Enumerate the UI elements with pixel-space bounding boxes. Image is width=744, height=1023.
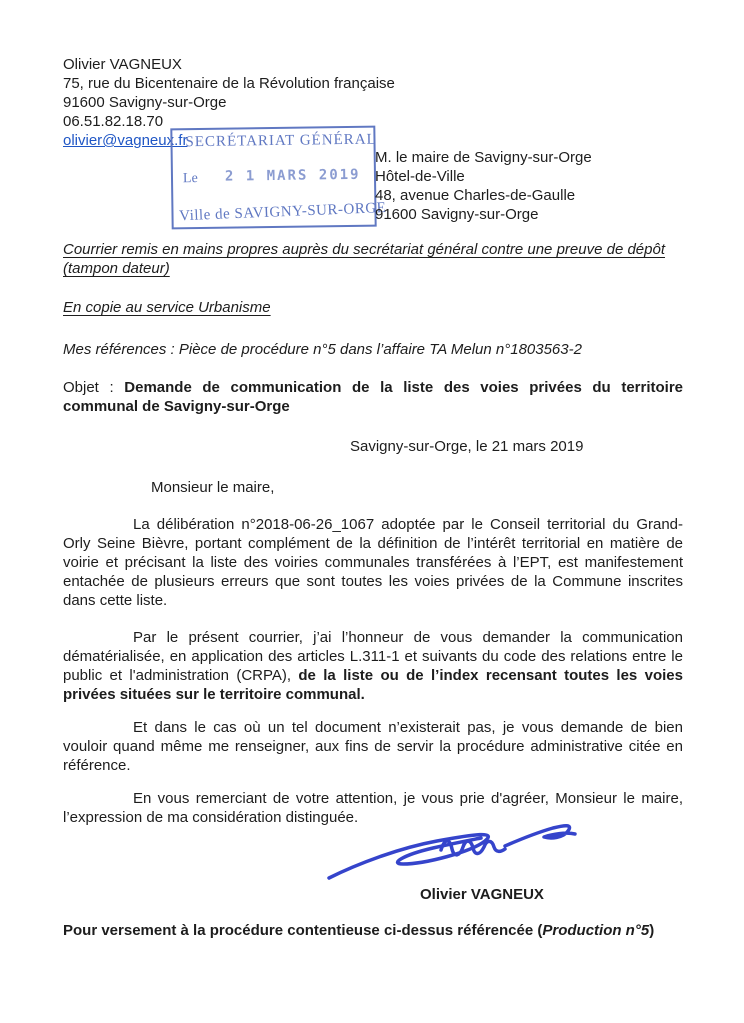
production-note-italic: Production n°5: [542, 922, 650, 939]
recipient-line2: Hôtel-de-Ville: [375, 168, 465, 185]
copy-to-note: En copie au service Urbanisme: [63, 299, 271, 316]
body-paragraph-2-bold: de la liste ou de l’index recensant toutes les voies privées situées sur le territoire communal.: [63, 667, 683, 703]
stamp-le-label: Le: [182, 171, 198, 187]
recipient-line1: M. le maire de Savigny-sur-Orge: [375, 149, 592, 166]
stamp-city-line: Ville de SAVIGNY-SUR-ORGE: [178, 200, 387, 225]
body-paragraph-2: [63, 628, 683, 704]
subject-text-line1: Demande de communication de la liste des voies privées du territoire: [124, 379, 684, 396]
recipient-block: [375, 148, 592, 224]
date-stamp: [170, 126, 387, 230]
hand-delivery-note: Courrier remis en mains propres auprès du secrétariat général contre une preuve de dépôt (tampon dateur): [63, 241, 665, 277]
subject-line2: communal de Savigny-sur-Orge: [63, 398, 290, 415]
production-note: [63, 921, 703, 940]
production-note-part1: Pour versement à la procédure contentieuse ci-dessus référencée (: [63, 922, 543, 939]
signature-ink-icon: [318, 810, 588, 890]
body-paragraph-3: Et dans le cas où un tel document n’existerait pas, je vous demande de bien vouloir quand même me renseigner, aux fins de servir la procédure administrative citée en référence.: [63, 719, 683, 774]
place-date-line: Savigny-sur-Orge, le 21 mars 2019: [350, 438, 584, 455]
sender-address-line1: 75, rue du Bicentenaire de la Révolution française: [63, 75, 395, 92]
signer-name: Olivier VAGNEUX: [420, 886, 544, 903]
sender-address-line2: 91600 Savigny-sur-Orge: [63, 94, 227, 111]
body-paragraph-2-normal: Par le présent courrier, j’ai l’honneur de vous demander la communication dématérialisée, en application des articles L.311-1 et suivants du code des relations entre le public et l'administration (CRPA),: [63, 629, 683, 684]
production-note-part2: ): [649, 922, 655, 939]
body-paragraph-4: En vous remerciant de votre attention, je vous prie d'agréer, Monsieur le maire, l’expression de ma considération distinguée.: [63, 790, 683, 826]
stamp-office-title: SECRÉTARIAT GÉNÉRAL: [185, 131, 377, 151]
subject-label: Objet :: [63, 379, 114, 396]
sender-name: Olivier VAGNEUX: [63, 56, 182, 73]
sender-phone: 06.51.82.18.70: [63, 113, 164, 130]
signature-scribble: [318, 810, 588, 890]
sender-email-link[interactable]: olivier@vagneux.fr: [63, 132, 188, 149]
stamp-date-value: 2 1 MARS 2019: [224, 166, 361, 185]
recipient-line3: 48, avenue Charles-de-Gaulle: [375, 187, 576, 204]
subject-line1: [63, 378, 683, 397]
recipient-line4: 91600 Savigny-sur-Orge: [375, 206, 539, 223]
body-paragraph-1: La délibération n°2018-06-26_1067 adoptée par le Conseil territorial du Grand-Orly Seine Bièvre, portant complément de la définition de l’intérêt territorial en matière de voirie et précisant la liste des voiries communales transférées à l’EPT, est manifestement entachée de plusieurs erreurs que sont toutes les voies privées de la Commune inscrites dans cette liste.: [63, 516, 683, 609]
subject-block: [63, 378, 683, 416]
salutation: Monsieur le maire,: [151, 479, 275, 496]
references-line: Mes références : Pièce de procédure n°5 dans l’affaire TA Melun n°1803563-2: [63, 341, 582, 358]
